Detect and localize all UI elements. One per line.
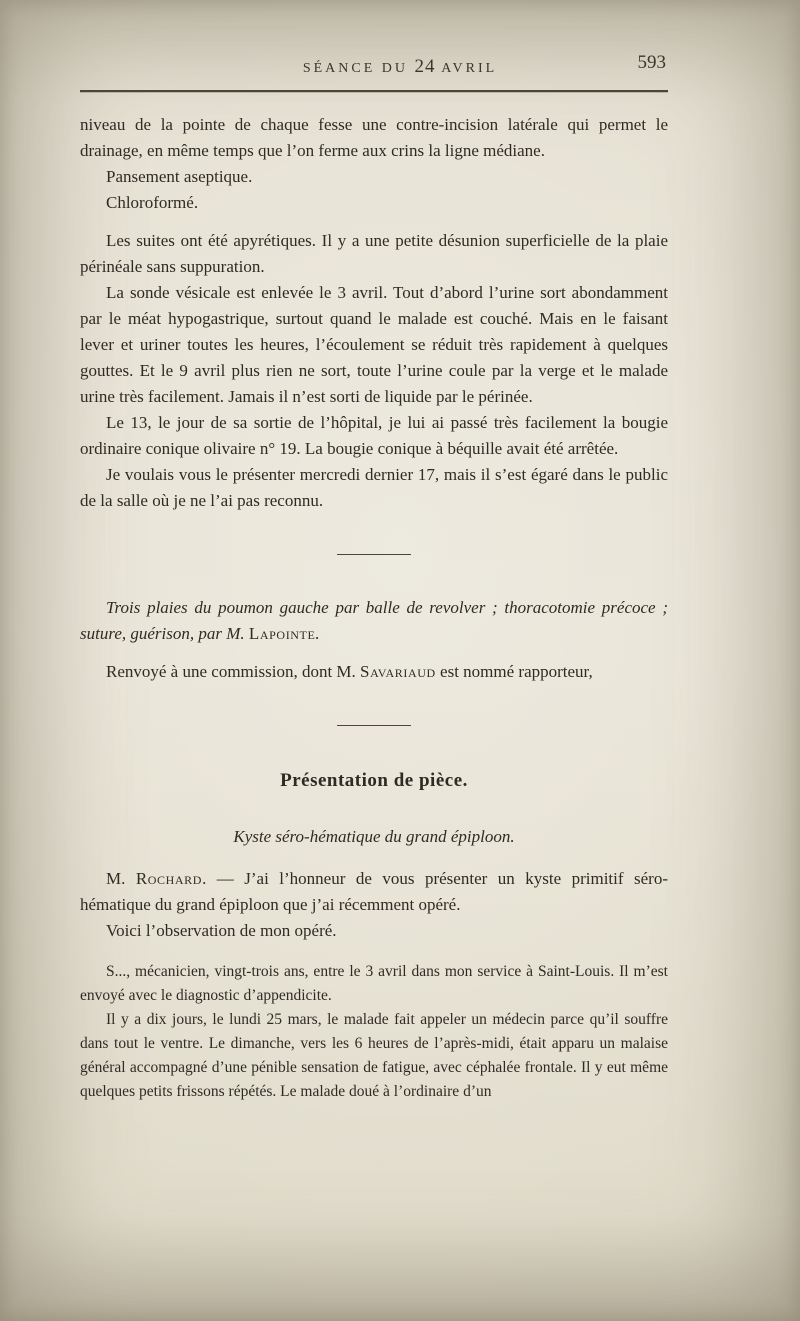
text-run: . — J’ai l’honneur de vous présenter un kyste primitif séro-hématique du grand épiploon que j’ai récemment opéré. xyxy=(80,869,668,914)
header-title-pre: SÉANCE DU xyxy=(302,61,408,76)
text-run: La sonde vésicale est enlevée le 3 avril. Tout d’abord l’urine sort abondamment par le méat hypogastrique, surtout quand le malade est couché. Mais en le faisant lever et uriner toutes les heures, l’écoulement se réduit très rapidement à quelques gouttes. Et le 9 avril plus rien ne sort, toute l’urine coule par la verge et le malade urine très facilement. Jamais il n’est sorti de liquide par le périnée. xyxy=(80,283,668,406)
text-run: Les suites ont été apyrétiques. Il y a une petite désunion superficielle de la plaie périnéale sans suppuration. xyxy=(80,231,668,276)
paragraph xyxy=(80,918,668,944)
presentation-heading xyxy=(80,768,668,794)
text-run: . xyxy=(315,624,320,643)
person-name: Rochard xyxy=(135,869,203,888)
paragraph xyxy=(80,190,668,216)
page-header xyxy=(0,0,800,92)
person-name: Savariaud xyxy=(360,662,436,681)
text-run: Chloroformé. xyxy=(106,193,199,212)
paragraph xyxy=(80,659,668,685)
header-title xyxy=(303,56,497,78)
header-title-day: 24 xyxy=(414,56,436,77)
paragraph xyxy=(80,866,668,918)
page-body xyxy=(80,112,668,1104)
header-title-month: AVRIL xyxy=(441,61,498,76)
paragraph xyxy=(80,228,668,280)
text-run: Voici l’observation de mon opéré. xyxy=(106,921,337,940)
text-run: Kyste séro-hématique du grand épiploon. xyxy=(233,827,515,846)
paragraph xyxy=(80,595,668,647)
paragraph xyxy=(80,1008,668,1104)
text-run: Il y a dix jours, le lundi 25 mars, le malade fait appeler un médecin parce qu’il souffre dans tout le ventre. Le dimanche, vers les 6 heures de l’après-midi, était apparu un malaise général accompagné d’une pénible sensation de fatigue, avec céphalée frontale. Il y eut même quelques petits frissons répétés. Le malade doué à l’ordinaire d’un xyxy=(80,1011,668,1100)
text-run: Renvoyé à une commission, dont M. xyxy=(106,662,361,681)
person-name: Lapointe xyxy=(248,624,316,643)
text-run: Le 13, le jour de sa sortie de l’hôpital, je lui ai passé très facilement la bougie ordinaire conique olivaire n° 19. La bougie conique à béquille avait été arrêtée. xyxy=(80,413,668,458)
text-run: est nommé rapporteur, xyxy=(435,662,593,681)
paragraph xyxy=(80,280,668,410)
paragraph xyxy=(80,960,668,1008)
section-divider xyxy=(337,554,411,555)
page-number: 593 xyxy=(637,52,666,73)
text-run: niveau de la pointe de chaque fesse une contre-incision latérale qui permet le drainage, en même temps que l’on ferme aux crins la ligne médiane. xyxy=(80,115,668,160)
text-run: Trois plaies du poumon gauche par balle de revolver ; thoracotomie précoce ; suture, guérison, par M. xyxy=(80,598,668,643)
text-run: Je voulais vous le présenter mercredi dernier 17, mais il s’est égaré dans le public de la salle où je ne l’ai pas reconnu. xyxy=(80,465,668,510)
text-run: Présentation de pièce. xyxy=(280,770,468,791)
case-subtitle xyxy=(80,824,668,850)
paragraph xyxy=(80,112,668,164)
paragraph xyxy=(80,164,668,190)
text-run: S..., mécanicien, vingt-trois ans, entre le 3 avril dans mon service à Saint-Louis. Il m’est envoyé avec le diagnostic d’appendicite. xyxy=(80,963,668,1004)
text-run: Pansement aseptique. xyxy=(106,167,253,186)
text-run: M. xyxy=(106,869,136,888)
section-divider xyxy=(337,725,411,726)
header-rule xyxy=(80,90,668,92)
paragraph xyxy=(80,462,668,514)
paragraph xyxy=(80,410,668,462)
